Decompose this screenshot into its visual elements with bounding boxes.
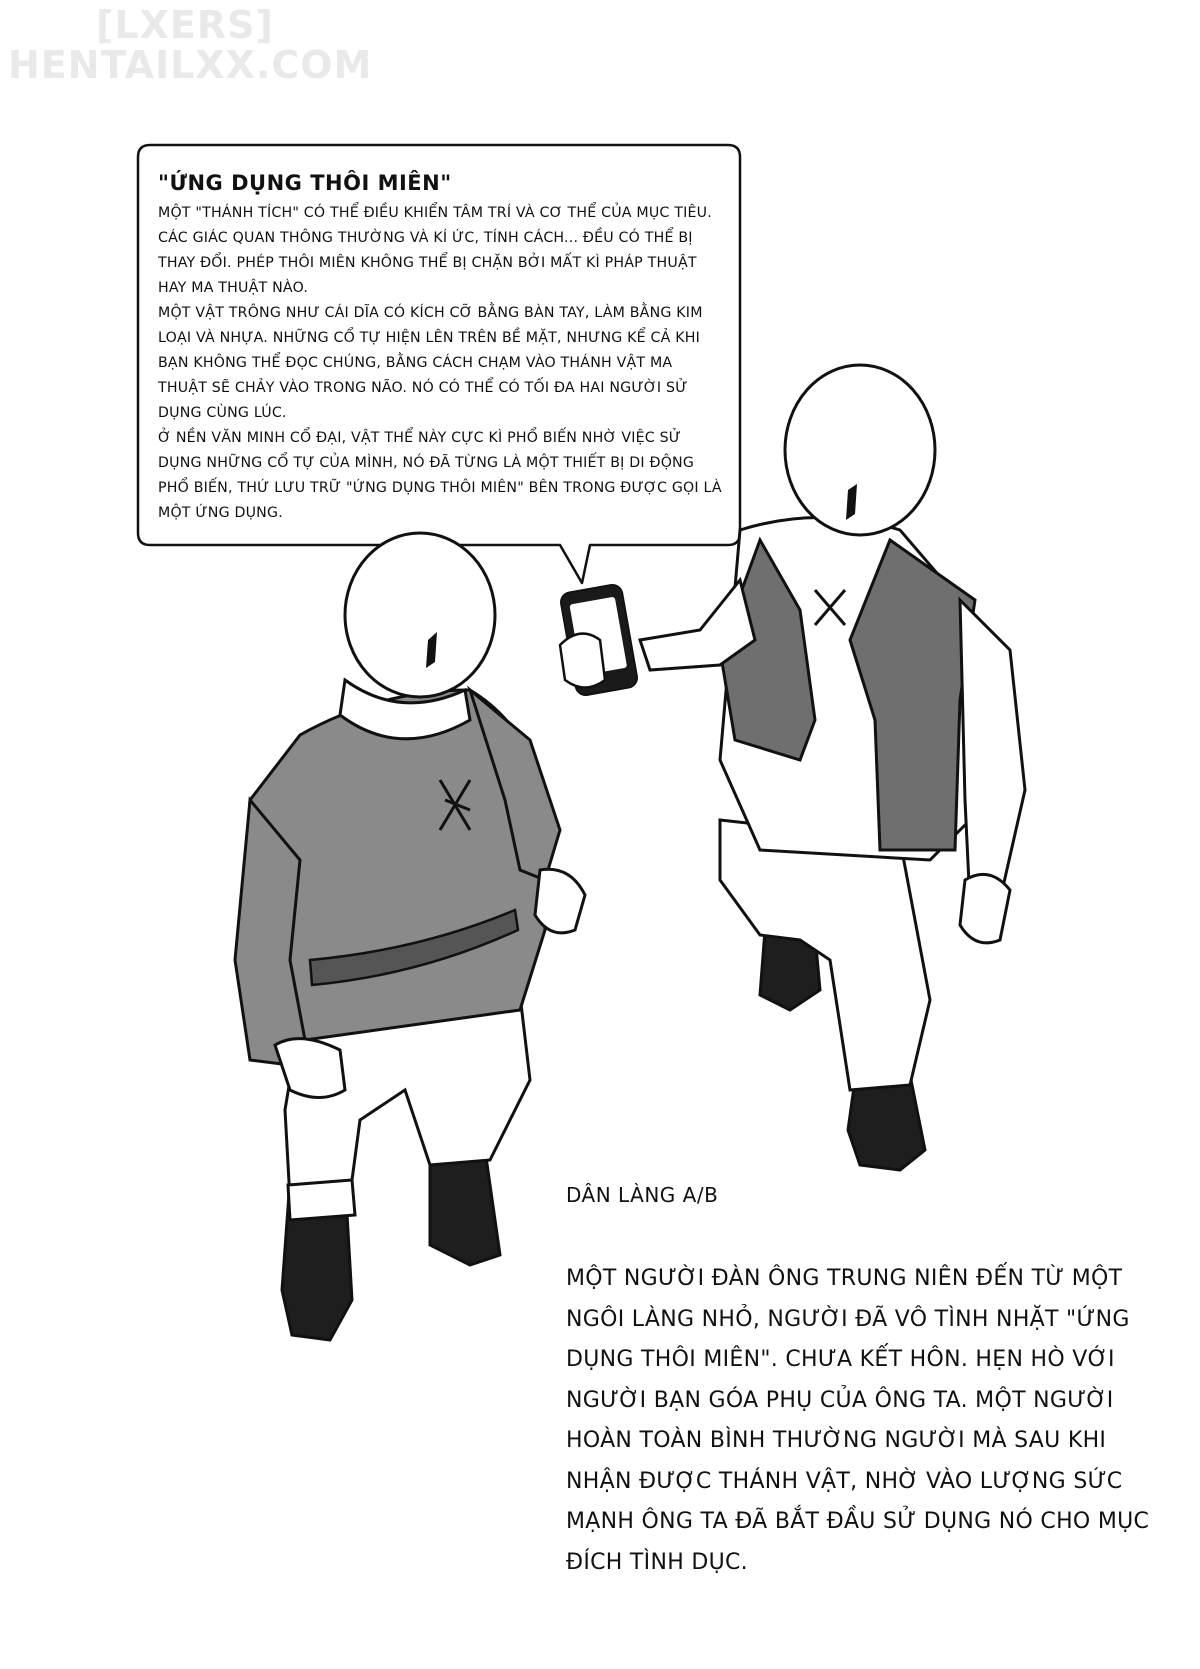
character-description: MỘT NGƯỜI ĐÀN ÔNG TRUNG NIÊN ĐẾN TỪ MỘT NGÔI LÀNG NHỎ, NGƯỜI ĐÃ VÔ TÌNH NHẶT "ỨNG DỤNG THÔI MIÊN". CHƯA KẾT HÔN. HẸN HÒ VỚI NGƯỜI BẠN GÓA PHỤ CỦA ÔNG TA. MỘT NGƯỜI HOÀN TOÀN BÌNH THƯỜNG NGƯỜI MÀ SAU KHI NHẬN ĐƯỢC THÁNH VẬT, NHỜ VÀO LƯỢNG SỨC MẠNH ÔNG TA ĐÃ BẮT ĐẦU SỬ DỤNG NÓ CHO MỤC ĐÍCH TÌNH DỤC.	[566, 1266, 1150, 1575]
bubble-paragraph-3: Ở NỀN VĂN MINH CỔ ĐẠI, VẬT THỂ NÀY CỰC KÌ PHỔ BIẾN NHỜ VIỆC SỬ DỤNG NHỮNG CỔ TỰ CỦA MÌNH, NÓ ĐÃ TỪNG LÀ MỘT THIẾT BỊ DI ĐỘNG PHỔ BIẾN, THỨ LƯU TRỮ "ỨNG DỤNG THÔI MIÊN" BÊN TRONG ĐƯỢC GỌI LÀ MỘT ỨNG DỤNG.	[158, 430, 722, 521]
info-speech-bubble	[140, 147, 738, 545]
villager-a-figure	[235, 533, 585, 1340]
character-name: DÂN LÀNG A/B	[566, 1183, 719, 1207]
bubble-title: "ỨNG DỤNG THÔI MIÊN"	[158, 171, 452, 195]
character-caption	[566, 1183, 1176, 1583]
bubble-paragraph-2: MỘT VẬT TRÔNG NHƯ CÁI DĨA CÓ KÍCH CỠ BẰNG BÀN TAY, LÀM BẰNG KIM LOẠI VÀ NHỰA. NHỮNG CỔ TỰ HIỆN LÊN TRÊN BỀ MẶT, NHƯNG KỂ CẢ KHI BẠN KHÔNG THỂ ĐỌC CHÚNG, BẰNG CÁCH CHẠM VÀO THÁNH VẬT MA THUẬT SẼ CHẢY VÀO TRONG NÃO. NÓ CÓ THỂ CÓ TỐI ĐA HAI NGƯỜI SỬ DỤNG CÙNG LÚC.	[158, 305, 703, 421]
bubble-paragraph-1: MỘT "THÁNH TÍCH" CÓ THỂ ĐIỀU KHIỂN TÂM TRÍ VÀ CƠ THỂ CỦA MỤC TIÊU. CÁC GIÁC QUAN THÔNG THƯỜNG VÀ KÍ ỨC, TÍNH CÁCH... ĐỀU CÓ THỂ BỊ THAY ĐỔI. PHÉP THÔI MIÊN KHÔNG THỂ BỊ CHẶN BỞI MẤT KÌ PHÁP THUẬT HAY MA THUẬT NÀO.	[158, 205, 712, 296]
smartphone-icon	[559, 583, 638, 696]
bubble-body	[158, 201, 724, 526]
watermark-line-2: HENTAILXX.COM	[8, 42, 373, 87]
watermark-line-1: [LXERS]	[96, 3, 274, 47]
